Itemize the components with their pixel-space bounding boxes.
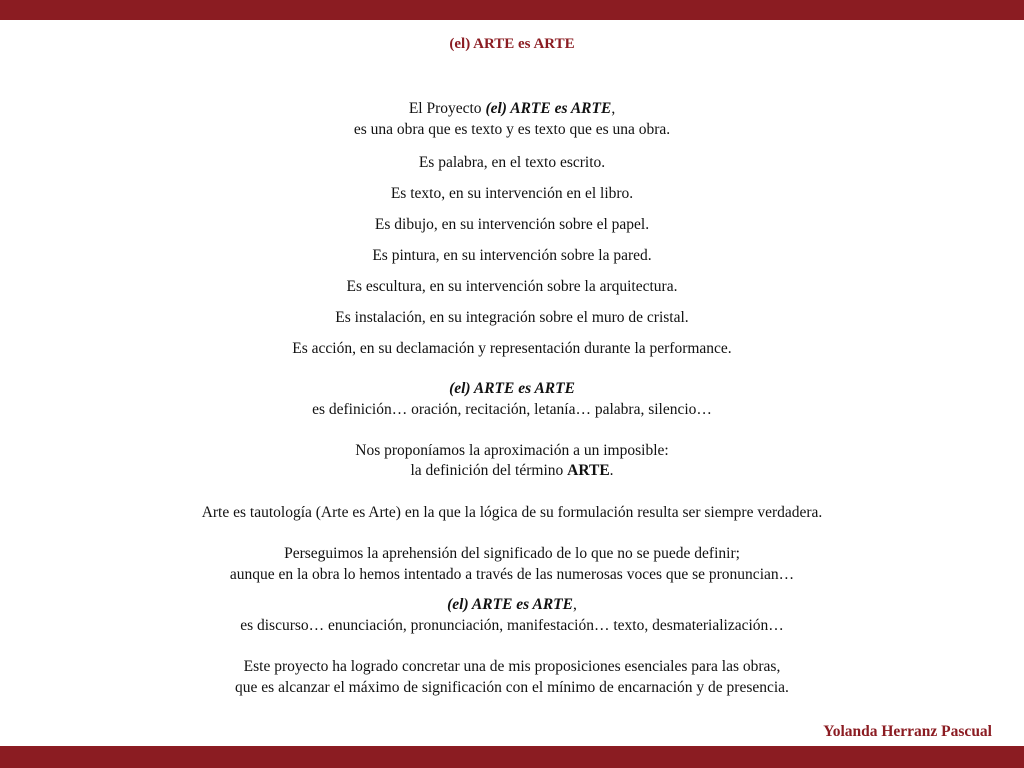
- block1-line-2: es definición… oración, recitación, letanía… palabra, silencio…: [312, 401, 712, 418]
- intro-title-emphasis: (el) ARTE es ARTE: [485, 100, 612, 117]
- block2-prefix: la definición del término: [410, 462, 568, 479]
- block5-line-1: [0, 596, 1024, 614]
- intro-suffix: ,: [611, 100, 616, 117]
- intro-line-2: es una obra que es texto y es texto que es una obra.: [353, 121, 671, 138]
- definition-line: Es instalación, en su integración sobre el muro de cristal.: [335, 309, 689, 326]
- block3-line-1: Arte es tautología (Arte es Arte) en la que la lógica de su formulación resulta ser siempre verdadera.: [201, 504, 823, 521]
- block4-line-1: Perseguimos la aprehensión del significado de lo que no se puede definir;: [284, 545, 740, 562]
- definition-line: Es dibujo, en su intervención sobre el papel.: [374, 216, 650, 233]
- block2-term-bold: ARTE: [567, 462, 610, 479]
- page-header-title: (el) ARTE es ARTE: [449, 36, 575, 52]
- author-signature: Yolanda Herranz Pascual: [823, 723, 992, 740]
- definition-line: Es texto, en su intervención en el libro.: [390, 185, 634, 202]
- block5-title-emphasis: (el) ARTE es ARTE: [447, 596, 573, 613]
- block2-suffix: .: [609, 462, 614, 479]
- block2-line-2: [0, 462, 1024, 480]
- definition-line: Es acción, en su declamación y representación durante la performance.: [292, 340, 732, 357]
- block4-line-2: aunque en la obra lo hemos intentado a través de las numerosas voces que se pronuncian…: [229, 566, 795, 583]
- block2-line-1: Nos proponíamos la aproximación a un imposible:: [355, 442, 669, 459]
- definition-line: Es palabra, en el texto escrito.: [418, 154, 606, 171]
- definition-line: Es pintura, en su intervención sobre la pared.: [372, 247, 652, 264]
- block6-line-1: Este proyecto ha logrado concretar una de mis proposiciones esenciales para las obras,: [243, 658, 781, 675]
- intro-line-1: [0, 100, 1024, 118]
- definition-line: Es escultura, en su intervención sobre la arquitectura.: [346, 278, 678, 295]
- block1-title: (el) ARTE es ARTE: [449, 380, 575, 397]
- bottom-accent-bar: [0, 746, 1024, 768]
- top-accent-bar: [0, 0, 1024, 20]
- block5-suffix: ,: [573, 596, 577, 613]
- block5-line-2: es discurso… enunciación, pronunciación, manifestación… texto, desmaterialización…: [240, 617, 784, 634]
- block6-line-2: que es alcanzar el máximo de significación con el mínimo de encarnación y de presencia.: [235, 679, 789, 696]
- intro-prefix: El Proyecto: [408, 100, 486, 117]
